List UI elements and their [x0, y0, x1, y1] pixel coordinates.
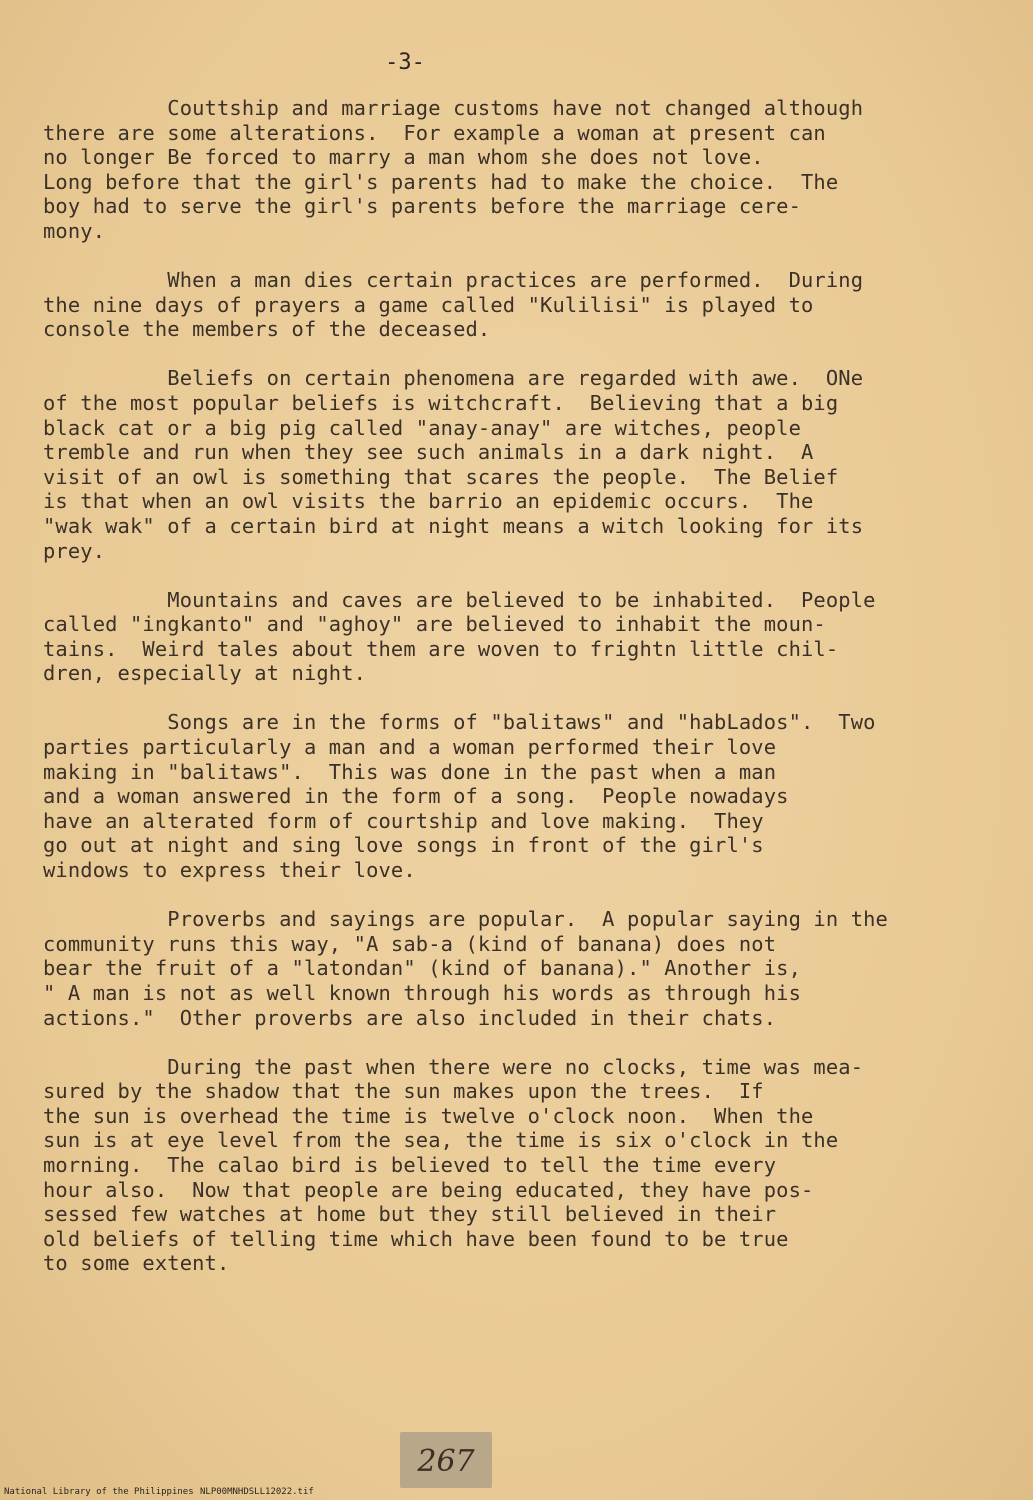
- paragraph-death-practices: When a man dies certain practices are performed. During the nine days of prayers a game called "Kulilisi" is played to console the members of the deceased.: [43, 268, 864, 342]
- paragraph-beliefs: Beliefs on certain phenomena are regarded with awe. ONe of the most popular beliefs is witchcraft. Believing that a big black cat or a big pig called "anay-anay" are witches, people tremble and run when they see such animals in a dark night. A visit of an owl is something that scares the people. The Belief is that when an owl visits the barrio an epidemic occurs. The "wak wak" of a certain bird at night means a witch looking for its prey.: [43, 366, 864, 563]
- page-number: -3-: [385, 50, 425, 75]
- footer-institution: National Library of the Philippines: [4, 1487, 194, 1497]
- folio-number: 267: [417, 1444, 475, 1479]
- paragraph-proverbs: Proverbs and sayings are popular. A popular saying in the community runs this way, "A sab-a (kind of banana) does not bear the fruit of a "latondan" (kind of banana)." Another is, " A man is not as well known through his words as through his actions." Other proverbs are also included in their chats.: [43, 907, 888, 1030]
- paragraph-timekeeping: During the past when there were no clocks, time was mea- sured by the shadow that the sun makes upon the trees. If the sun is overhead the time is twelve o'clock noon. When the sun is at eye level from the sea, the time is six o'clock in the morning. The calao bird is believed to tell the time every hour also. Now that people are being educated, they have pos- sessed few watches at home but they still believed in their old beliefs of telling time which have been found to be true to some extent.: [43, 1054, 864, 1276]
- footer-filename: NLP00MNHDSLL12022.tif: [200, 1487, 314, 1497]
- paragraph-courtship: Couttship and marriage customs have not changed although there are some alterations. For example a woman at present can no longer Be forced to marry a man whom she does not love. Long before that the girl's parents had to make the choice. The boy had to serve the girl's parents before the marriage cere- mony.: [43, 96, 864, 243]
- paragraph-mountains: Mountains and caves are believed to be inhabited. People called "ingkanto" and "aghoy" are believed to inhabit the moun- tains. Weird tales about them are woven to frightn little chil- dren, especially at night.: [43, 587, 876, 686]
- body-text: [43, 96, 1003, 1300]
- paragraph-songs: Songs are in the forms of "balitaws" and "habLados". Two parties particularly a man and a woman performed their love making in "balitaws". This was done in the past when a man and a woman answered in the form of a song. People nowadays have an alterated form of courtship and love making. They go out at night and sing love songs in front of the girl's windows to express their love.: [43, 710, 876, 883]
